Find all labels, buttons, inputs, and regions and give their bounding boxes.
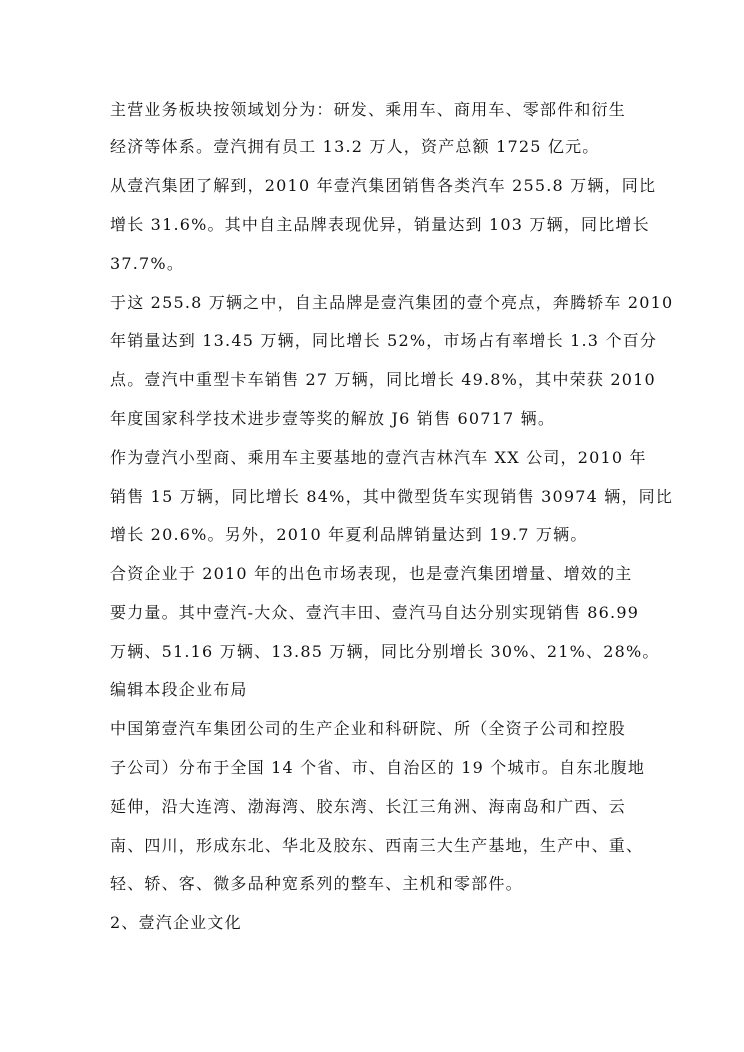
text-line: 南、四川，形成东北、华北及胶东、西南三大生产基地，生产中、重、 [110, 836, 644, 855]
text-line: 增长 31.6%。其中自主品牌表现优异，销量达到 103 万辆，同比增长 [110, 215, 650, 234]
text-line: 作为壹汽小型商、乘用车主要基地的壹汽吉林汽车 XX 公司，2010 年 [110, 448, 647, 467]
text-line: 子公司）分布于全国 14 个省、市、自治区的 19 个城市。自东北腹地 [110, 758, 646, 777]
text-line: 点。壹汽中重型卡车销售 27 万辆，同比增长 49.8%，其中荣获 2010 [110, 370, 656, 389]
text-line: 销售 15 万辆，同比增长 84%，其中微型货车实现销售 30974 辆，同比 [110, 487, 674, 506]
text-line: 于这 255.8 万辆之中，自主品牌是壹汽集团的壹个亮点，奔腾轿车 2010 [110, 293, 674, 312]
text-line: 中国第壹汽车集团公司的生产企业和科研院、所（全资子公司和控股 [110, 719, 627, 738]
text-line: 从壹汽集团了解到，2010 年壹汽集团销售各类汽车 255.8 万辆，同比 [110, 176, 657, 195]
text-line: 经济等体系。壹汽拥有员工 13.2 万人，资产总额 1725 亿元。 [110, 137, 600, 156]
text-line: 万辆、51.16 万辆、13.85 万辆，同比分别增长 30%、21%、28%。 [110, 642, 660, 661]
text-line: 增长 20.6%。另外，2010 年夏利品牌销量达到 19.7 万辆。 [110, 525, 588, 544]
text-line: 要力量。其中壹汽-大众、壹汽丰田、壹汽马自达分别实现销售 86.99 [110, 603, 640, 622]
text-line: 延伸，沿大连湾、渤海湾、胶东湾、长江三角洲、海南岛和广西、云 [110, 797, 627, 816]
text-line: 年度国家科学技术进步壹等奖的解放 J6 销售 60717 辆。 [110, 409, 556, 428]
text-line: 轻、轿、客、微多品种宽系列的整车、主机和零部件。 [110, 874, 523, 893]
text-line: 37.7%。 [110, 254, 185, 273]
text-line: 合资企业于 2010 年的出色市场表现，也是壹汽集团增量、增效的主 [110, 564, 633, 583]
section-heading: 编辑本段企业布局 [110, 680, 248, 699]
text-line: 年销量达到 13.45 万辆，同比增长 52%，市场占有率增长 1.3 个百分 [110, 331, 658, 350]
text-line: 主营业务板块按领域划分为：研发、乘用车、商用车、零部件和衍生 [110, 100, 627, 119]
section-heading: 2、壹汽企业文化 [110, 913, 242, 932]
